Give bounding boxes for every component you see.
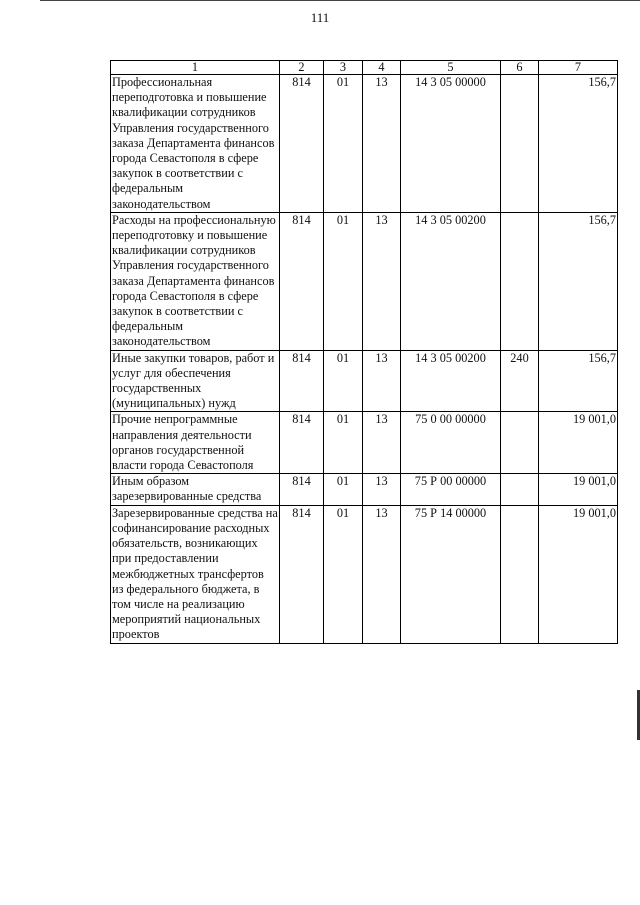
header-col-6: 6 — [501, 61, 539, 75]
row-ved: 814 — [280, 212, 324, 350]
row-pr: 13 — [363, 412, 401, 474]
row-csr: 75 0 00 00000 — [401, 412, 501, 474]
row-vr — [501, 75, 539, 213]
row-amount: 156,7 — [539, 350, 618, 412]
row-name: Профессиональная переподготовка и повышение квалификации сотрудников Управления государственного заказа Департамента финансов города Севастополя в сфере закупок в соответствии с федеральным законодательством — [111, 75, 280, 213]
header-col-4: 4 — [363, 61, 401, 75]
row-ved: 814 — [280, 474, 324, 505]
row-rz: 01 — [324, 212, 363, 350]
header-col-2: 2 — [280, 61, 324, 75]
header-row — [111, 61, 618, 75]
row-pr: 13 — [363, 75, 401, 213]
row-rz: 01 — [324, 474, 363, 505]
row-amount: 156,7 — [539, 75, 618, 213]
header-col-7: 7 — [539, 61, 618, 75]
row-name: Прочие непрограммные направления деятельности органов государственной власти города Севастополя — [111, 412, 280, 474]
table-row — [111, 212, 618, 350]
row-pr: 13 — [363, 474, 401, 505]
row-amount: 19 001,0 — [539, 505, 618, 643]
row-amount: 19 001,0 — [539, 412, 618, 474]
scan-edge-line — [40, 0, 640, 1]
row-name: Иные закупки товаров, работ и услуг для обеспечения государственных (муниципальных) нужд — [111, 350, 280, 412]
row-csr: 14 3 05 00200 — [401, 350, 501, 412]
row-vr — [501, 505, 539, 643]
page-number: 111 — [310, 10, 330, 25]
row-csr: 14 3 05 00000 — [401, 75, 501, 213]
row-rz: 01 — [324, 505, 363, 643]
row-ved: 814 — [280, 75, 324, 213]
row-csr: 75 Р 00 00000 — [401, 474, 501, 505]
row-csr: 14 3 05 00200 — [401, 212, 501, 350]
row-rz: 01 — [324, 412, 363, 474]
row-amount: 156,7 — [539, 212, 618, 350]
table-row — [111, 505, 618, 643]
table-row — [111, 75, 618, 213]
row-name: Зарезервированные средства на софинансирование расходных обязательств, возникающих при предоставлении межбюджетных трансфертов из федерального бюджета, в том числе на реализацию мероприятий национальных проектов — [112, 505, 278, 642]
row-vr — [501, 474, 539, 505]
row-rz: 01 — [324, 75, 363, 213]
header-col-3: 3 — [324, 61, 363, 75]
table-row — [111, 412, 618, 474]
row-ved: 814 — [280, 350, 324, 412]
row-amount: 19 001,0 — [539, 474, 618, 505]
header-col-5: 5 — [401, 61, 501, 75]
row-pr: 13 — [363, 505, 401, 643]
row-vr — [501, 412, 539, 474]
row-csr: 75 Р 14 00000 — [401, 505, 501, 643]
row-name: Расходы на профессиональную переподготовку и повышение квалификации сотрудников Управления государственного заказа Департамента финансов города Севастополя в сфере закупок в соответствии с федеральным законодательством — [111, 212, 280, 350]
budget-table — [110, 60, 618, 644]
row-ved: 814 — [280, 505, 324, 643]
row-pr: 13 — [363, 350, 401, 412]
row-ved: 814 — [280, 412, 324, 474]
row-vr — [501, 212, 539, 350]
row-rz: 01 — [324, 350, 363, 412]
row-name: Иным образом зарезервированные средства — [111, 474, 280, 505]
table-row — [111, 474, 618, 505]
row-vr: 240 — [501, 350, 539, 412]
row-pr: 13 — [363, 212, 401, 350]
header-col-1: 1 — [111, 61, 280, 75]
table-row — [111, 350, 618, 412]
